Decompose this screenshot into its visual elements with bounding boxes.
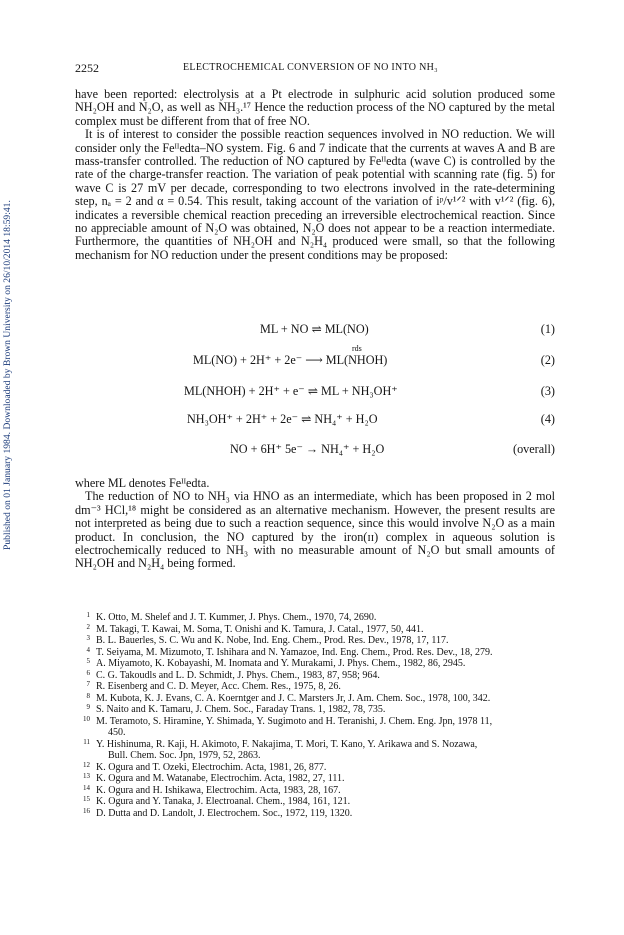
body-text: [75, 88, 555, 262]
conclusion-text: [75, 477, 555, 571]
equation-expression: ML(NHOH) + 2H⁺ + e⁻ ⇌ ML + NH₃OH⁺: [184, 384, 398, 398]
page-number: 2252: [75, 61, 99, 75]
reference-item: 13 K. Ogura and M. Watanabe, Electrochim. Acta, 1982, 27, 111.: [83, 772, 345, 784]
reference-item: 6 C. G. Takoudls and L. D. Schmidt, J. Phys. Chem., 1983, 87, 958; 964.: [86, 668, 380, 681]
reference-item: 9 S. Naito and K. Tamaru, J. Chem. Soc., Faraday Trans. 1, 1982, 78, 735.: [86, 703, 386, 715]
running-title: ELECTROCHEMICAL CONVERSION OF NO INTO NH₃: [183, 62, 438, 73]
paragraph-2: It is of interest to consider the possible reaction sequences involved in NO reduction. We will consider only the Feᴵᴵedta–NO system. Fig. 6 and 7 indicate that the currents at waves A and B are mass-transfer controlled. The reduction of NO captured by Feᴵᴵedta (wave C) is controlled by the rate of the charge-transfer reaction. The variation of peak potential with scanning rate (fig. 5) for wave C is 27 mV per decade, corresponding to two electrons involved in the rate-determining step, nₐ = 2 and α = 0.54. This result, taking account of the variation of iᵖ/v¹ᐟ² with v¹ᐟ² (fig. 6), indicates a reversible chemical reaction preceding an irreversible electrochemical reaction. Since no appreciable amount of N₂O was obtained, N₂O does not appear to be a reaction intermediate. Furthermore, the quantities of NH₂OH and N₂H₄ produced were small, so that the following mechanism for NO reduction under the present conditions may be proposed:: [75, 127, 555, 262]
equation-number: (overall): [513, 442, 555, 456]
equation-expression: NO + 6H⁺ 5e⁻ → NH₄⁺ + H₂O: [230, 442, 385, 456]
reference-item: 8 M. Kubota, K. J. Evans, C. A. Koerntger and J. C. Marsters Jr, J. Am. Chem. Soc., 1978, 100, 342.: [86, 691, 491, 704]
equation-expression: ML(NO) + 2H⁺ + 2e⁻ ⟶ ML(NHOH): [193, 353, 388, 367]
paragraph-4: The reduction of NO to NH₃ via HNO as an intermediate, which has been proposed in 2 mol dm⁻³ HCl,¹⁸ might be considered as an alternative mechanism. However, the present results are not interpreted as being due to such a reaction sequence, since this would involve N₂O as a main product. In conclusion, the NO captured by the iron(ɪɪ) complex in aqueous solution is electrochemically reduced to NH₃ with no measurable amount of N₂O but small amounts of NH₂OH and N₂H₄ being formed.: [75, 489, 555, 571]
equation-expression: NH₃OH⁺ + 2H⁺ + 2e⁻ ⇌ NH₄⁺ + H₂O: [187, 412, 378, 426]
reference-item: 1 K. Otto, M. Shelef and J. T. Kummer, J. Phys. Chem., 1970, 74, 2690.: [86, 611, 377, 623]
equation-number: (2): [540, 353, 555, 367]
equation-number: (4): [540, 412, 555, 426]
equation-3: [75, 384, 555, 400]
equation-number: (1): [540, 322, 555, 336]
equation-overall: [75, 442, 555, 458]
equation-expression: ML + NO ⇌ ML(NO): [260, 322, 369, 336]
rds-label: rds: [352, 344, 362, 353]
equation-4: [75, 412, 555, 428]
equation-number: (3): [540, 384, 555, 398]
reference-item: 14 K. Ogura and H. Ishikawa, Electrochim. Acta, 1983, 28, 167.: [83, 783, 341, 796]
reference-item: 16 D. Dutta and D. Landolt, J. Electrochem. Soc., 1972, 119, 1320.: [83, 806, 353, 819]
reference-item: 4 T. Seiyama, M. Mizumoto, T. Ishihara and N. Yamazoe, Ind. Eng. Chem., Prod. Res. Dev., 18, 279.: [86, 645, 493, 658]
reference-item: 7 R. Eisenberg and C. D. Meyer, Acc. Chem. Res., 1975, 8, 26.: [86, 680, 341, 692]
reference-item: 12 K. Ogura and T. Ozeki, Electrochim. Acta, 1981, 26, 877.: [83, 760, 327, 773]
page-header: [75, 61, 555, 77]
reference-item: 3 B. L. Bauerles, S. C. Wu and K. Nobe, Ind. Eng. Chem., Prod. Res. Dev., 1978, 17, 117.: [86, 634, 449, 646]
equation-1: [75, 322, 555, 338]
reference-item: 15 K. Ogura and Y. Tanaka, J. Electroanal. Chem., 1984, 161, 121.: [83, 795, 351, 807]
reference-item: 2 M. Takagi, T. Kawai, M. Soma, T. Onishi and K. Tamura, J. Catal., 1977, 50, 441.: [86, 622, 424, 635]
reference-item: 11 Y. Hishinuma, R. Kaji, H. Akimoto, F. Nakajima, T. Mori, T. Kano, Y. Arikawa and S. Nozawa, Bull. Chem. Soc. Jpn, 1979, 52, 2863.: [83, 737, 478, 761]
paragraph-1: have been reported: electrolysis at a Pt electrode in sulphuric acid solution produced some NH₂OH and N₂O, as well as NH₃.¹⁷ Hence the reduction process of the NO captured by the metal complex must be different from that of free NO.: [75, 87, 555, 128]
reference-item: 10 M. Teramoto, S. Hiramine, Y. Shimada, Y. Sugimoto and H. Teranishi, J. Chem. Eng. Jpn, 1978 11, 450.: [83, 714, 493, 738]
reference-item: 5 A. Miyamoto, K. Kobayashi, M. Inomata and Y. Murakami, J. Phys. Chem., 1982, 86, 2945.: [86, 657, 466, 669]
download-watermark: Published on 01 January 1984. Downloaded by Brown University on 26/10/2014 18:59:41.: [2, 200, 13, 550]
equation-2: [75, 344, 555, 369]
paragraph-3: where ML denotes Feᴵᴵedta.: [75, 476, 210, 490]
references-list: [83, 611, 555, 819]
